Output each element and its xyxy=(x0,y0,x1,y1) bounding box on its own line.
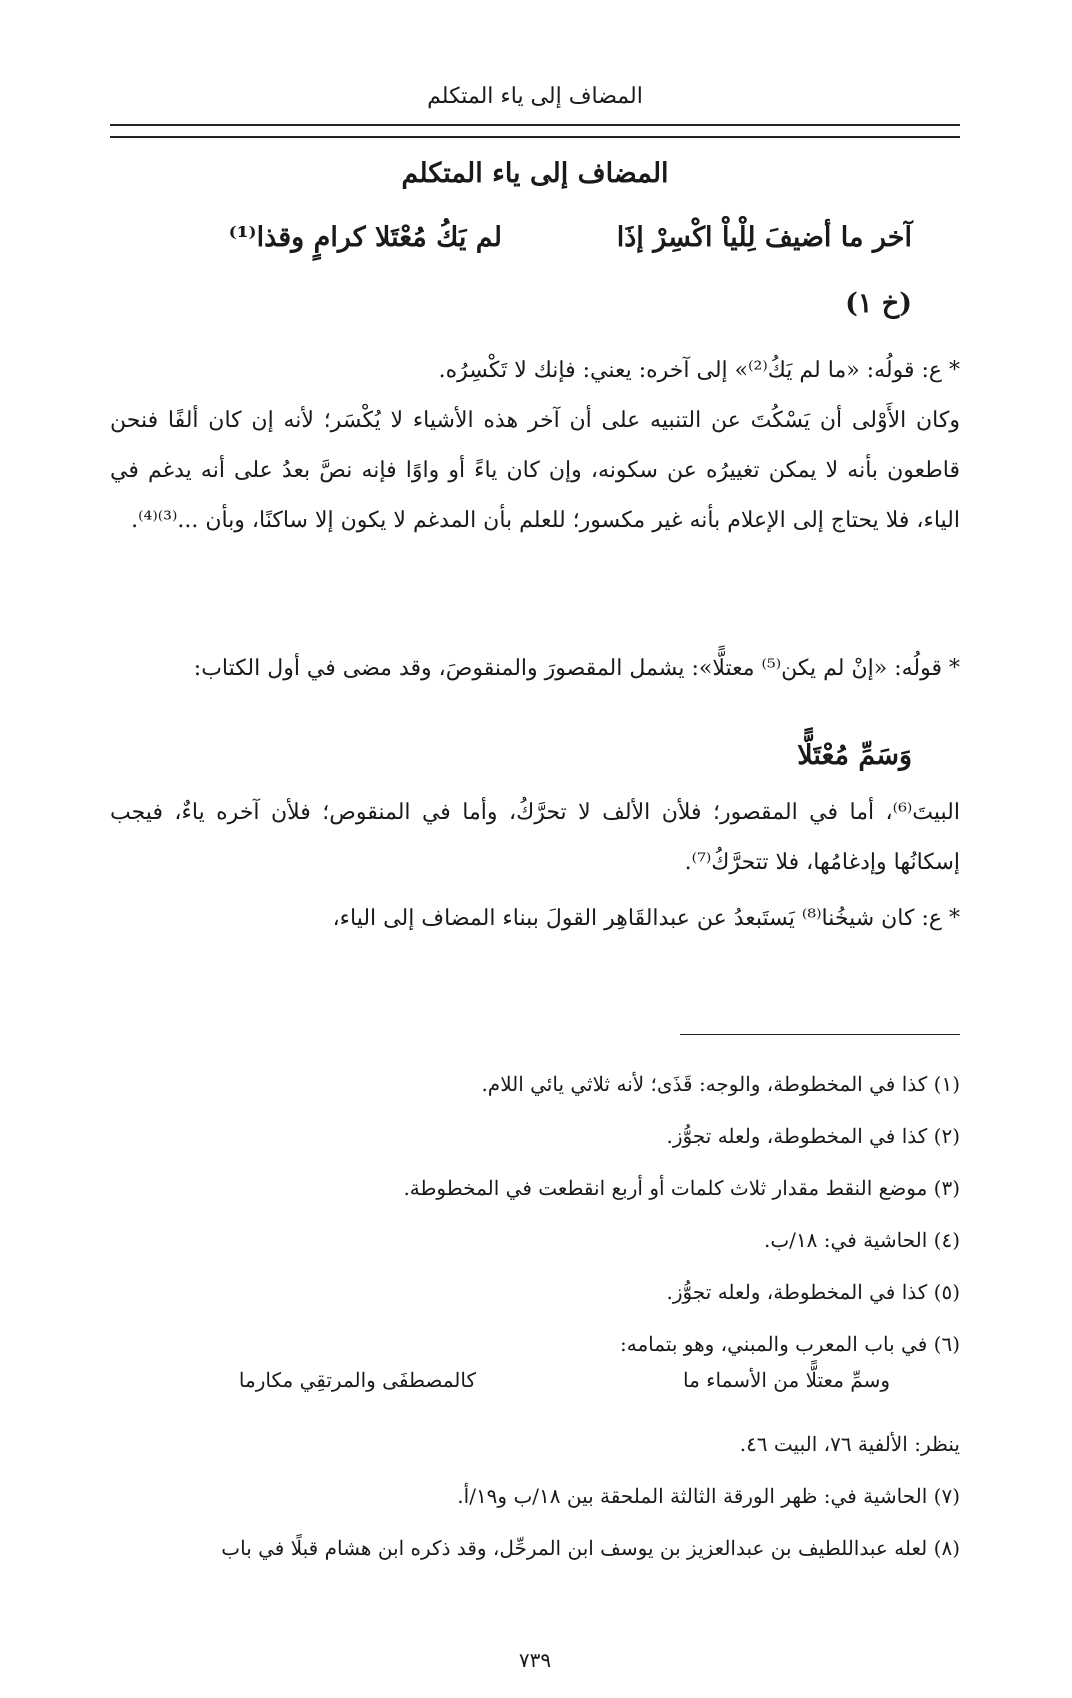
footnote: (٤) الحاشية في: ١٨/ب. xyxy=(764,1228,960,1252)
footnotes-continued xyxy=(110,1418,960,1574)
footnote: (٥) كذا في المخطوطة، ولعله تجوُّز. xyxy=(666,1280,960,1304)
footnote: (٨) لعله عبداللطيف بن عبدالعزيز بن يوسف ابن المرحِّل، وقد ذكره ابن هشام قبلًا في باب xyxy=(221,1536,960,1560)
body-paragraph-1: * ع: قولُه: «ما لم يَكُ⁽²⁾» إلى آخره: يعني: فإنك لا تَكْسِرُه. xyxy=(438,358,960,383)
footnotes xyxy=(110,1058,960,1370)
header-rule-bottom xyxy=(110,136,960,138)
footnote-separator xyxy=(680,1034,960,1035)
body-paragraph-2: وكان الأَوْلى أن يَسْكُتَ عن التنبيه على أن آخر هذه الأشياء لا يُكْسَر؛ لأنه إن كان ألفًا فنحن قاطعون بأنه لا يمكن تغييرُه عن سكونه، وإن كان ياءً أو واوًا فإنه نصَّ بعدُ على أنه يدغم في الياء، فلا يحتاج إلى الإعلام بأنه غير مكسور؛ للعلم بأن المدغم لا يكون إلا ساكنًا، وبأن ...⁽³⁾⁽⁴⁾. xyxy=(110,408,960,533)
header-rule-top xyxy=(110,124,960,126)
page-number: ٧٣٩ xyxy=(518,1648,552,1672)
footnote: ينظر: الألفية ٧٦، البيت ٤٦. xyxy=(739,1432,960,1456)
footnote: (٢) كذا في المخطوطة، ولعله تجوُّز. xyxy=(666,1124,960,1148)
verse-hemistich-1: آخر ما أضيفَ لِلْياْ اكْسِرْ إذَا xyxy=(616,222,912,253)
body-paragraph-3: * قولُه: «إنْ لم يكن⁽⁵⁾ معتلًّا»: يشمل المقصورَ والمنقوصَ، وقد مضى في أول الكتاب: xyxy=(193,656,960,681)
verse-code: (خ ١) xyxy=(845,288,912,319)
footnote: (٣) موضع النقط مقدار ثلاث كلمات أو أربع انقطعت في المخطوطة. xyxy=(403,1176,960,1200)
book-page xyxy=(110,0,960,1698)
body-paragraph-4: البيتَ⁽⁶⁾، أما في المقصور؛ فلأن الألف لا تحرَّكُ، وأما في المنقوص؛ فلأن آخره ياءٌ، فيجب إسكانُها وإدغامُها، فلا تتحرَّكُ⁽⁷⁾. xyxy=(110,800,960,875)
poem-hemistich-2: كالمصطفَى والمرتقِي مكارما xyxy=(238,1368,476,1392)
section-title: المضاف إلى ياء المتكلم xyxy=(401,158,669,189)
running-head: المضاف إلى ياء المتكلم xyxy=(427,84,643,109)
footnote: (٦) في باب المعرب والمبني، وهو بتمامه: xyxy=(620,1332,960,1356)
body-paragraph-5: * ع: كان شيخُنا⁽⁸⁾ يَستَبعدُ عن عبدالقَاهِر القولَ ببناء المضاف إلى الياء، xyxy=(332,906,960,931)
footnote: (١) كذا في المخطوطة، والوجه: قَذَى؛ لأنه ثلاثي يائي اللام. xyxy=(481,1072,960,1096)
quoted-verse: وَسَمِّ مُعْتَلًّا xyxy=(797,740,912,771)
verse-hemistich-2: لم يَكُ مُعْتَلا كرامٍ وقذا⁽¹⁾ xyxy=(228,222,502,253)
poem-hemistich-1: وسمِّ معتلًّا من الأسماء ما xyxy=(682,1368,890,1392)
footnote: (٧) الحاشية في: ظهر الورقة الثالثة الملحقة بين ١٨/ب و١٩/أ. xyxy=(457,1484,960,1508)
